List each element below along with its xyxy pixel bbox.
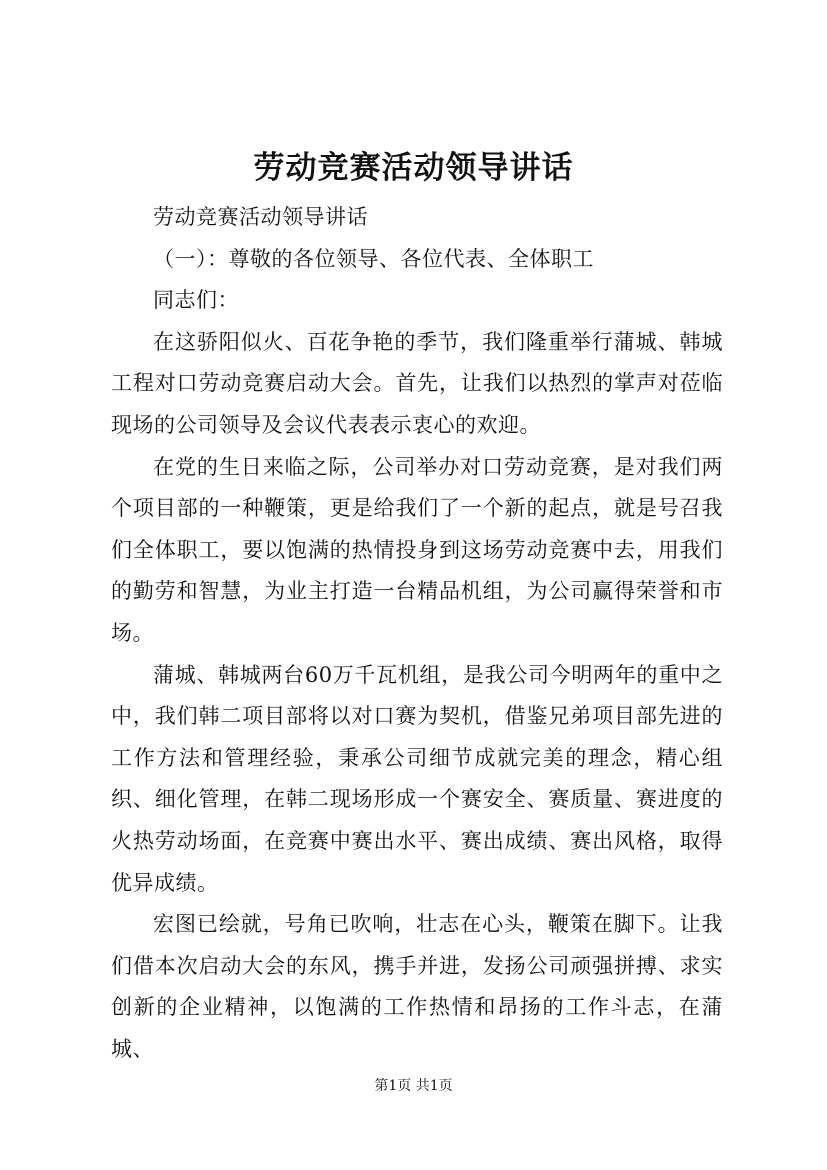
- salutation-paragraph: （一）：尊敬的各位领导、各位代表、全体职工: [153, 246, 594, 271]
- document-title: 劳动竞赛活动领导讲话: [253, 150, 574, 186]
- page-footer: 第1页 共1页: [374, 1078, 453, 1094]
- body-paragraph: 在这骄阳似火、百花争艳的季节，我们隆重举行蒲城、韩城工程对口劳动竞赛启动大会。首先，让我们以热烈的掌声对莅临现场的公司领导及会议代表表示衷心的欢迎。: [111, 329, 723, 437]
- body-paragraph: 宏图已绘就，号角已吹响，壮志在心头，鞭策在脚下。让我们借本次启动大会的东风，携手并进，发扬公司顽强拼搏、求实创新的企业精神，以饱满的工作热情和昂扬的工作斗志，在蒲城、: [111, 912, 723, 1061]
- body-paragraph: 蒲城、韩城两台60万千瓦机组，是我公司今明两年的重中之中，我们韩二项目部将以对口赛为契机，借鉴兄弟项目部先进的工作方法和管理经验，秉承公司细节成就完美的理念，精心组织、细化管理，在韩二现场形成一个赛安全、赛质量、赛进度的火热劳动场面，在竞赛中赛出水平、赛出成绩、赛出风格，取得优异成绩。: [111, 662, 723, 895]
- body-paragraph: 在党的生日来临之际，公司举办对口劳动竞赛，是对我们两个项目部的一种鞭策，更是给我们了一个新的起点，就是号召我们全体职工，要以饱满的热情投身到这场劳动竞赛中去，用我们的勤劳和智慧，为业主打造一台精品机组，为公司赢得荣誉和市场。: [111, 454, 723, 645]
- document-body: [111, 197, 723, 1070]
- greeting-paragraph: 同志们：: [153, 288, 239, 313]
- subtitle-paragraph: 劳动竞赛活动领导讲话: [153, 205, 368, 229]
